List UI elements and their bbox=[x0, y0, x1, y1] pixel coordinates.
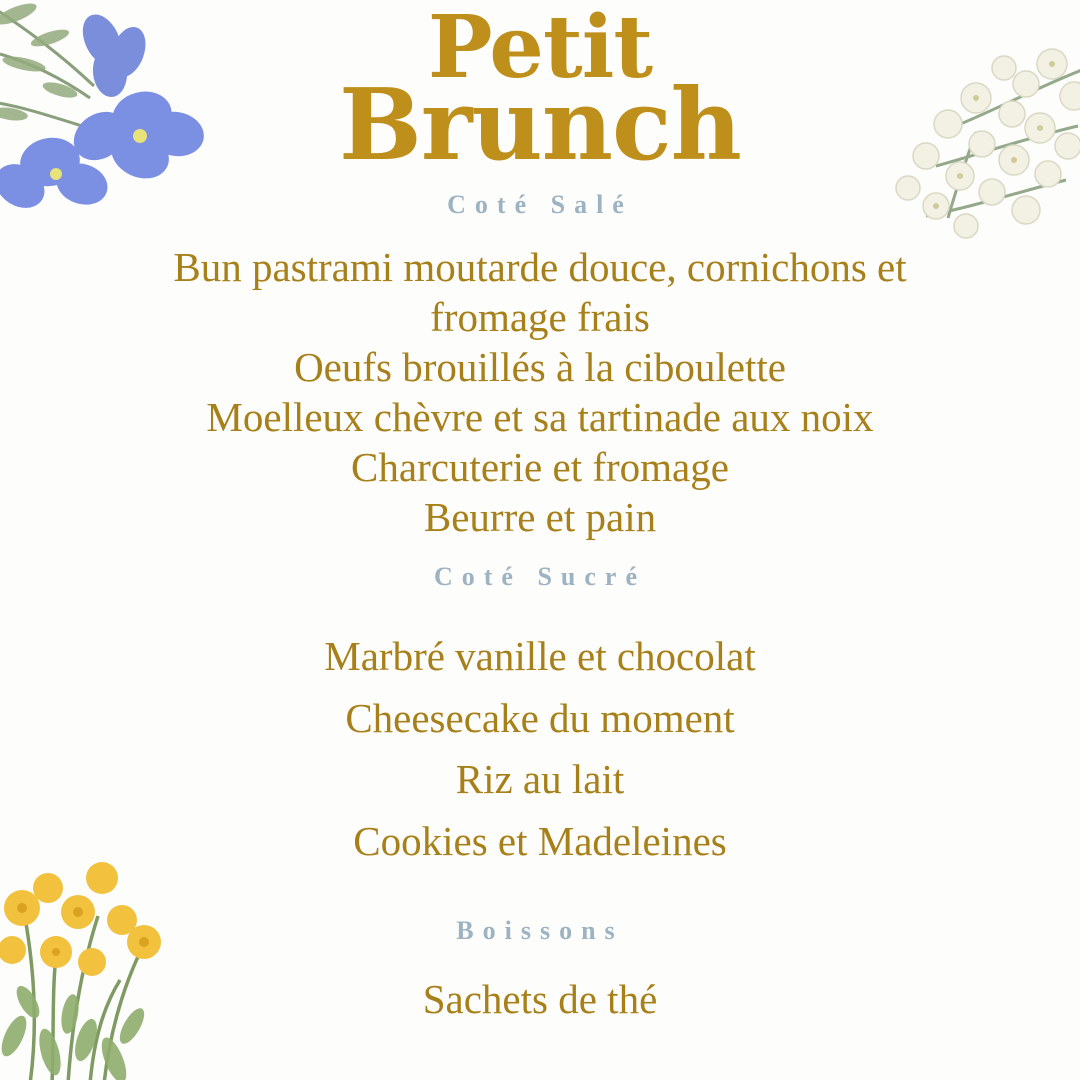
list-item: Cookies et Madeleines bbox=[353, 817, 727, 864]
section-heading-drinks: Boissons bbox=[456, 916, 624, 946]
page-title bbox=[0, 0, 1080, 184]
list-item: Moelleux chèvre et sa tartinade aux noix bbox=[206, 394, 874, 441]
list-item: Charcuterie et fromage bbox=[351, 444, 729, 491]
list-item: Beurre et pain bbox=[423, 494, 657, 541]
list-item: Bun pastrami moutarde douce, cornichons et fromage frais bbox=[173, 244, 907, 341]
menu-list-drinks bbox=[0, 974, 1080, 1024]
section-heading-savory: Coté Salé bbox=[447, 190, 633, 219]
list-item: Cheesecake du moment bbox=[345, 694, 735, 741]
list-item: Oeufs brouillés à la ciboulette bbox=[294, 344, 786, 391]
title-line-1: Petit bbox=[427, 0, 653, 98]
section-heading-sweet: Coté Sucré bbox=[433, 562, 646, 592]
list-item: Marbré vanille et chocolat bbox=[324, 633, 756, 680]
menu-list-sweet bbox=[0, 626, 1080, 872]
menu-content bbox=[0, 190, 1080, 1024]
list-item: Riz au lait bbox=[455, 756, 625, 803]
menu-list-savory bbox=[0, 242, 1080, 542]
title-line-2: Brunch bbox=[339, 68, 741, 184]
list-item: Sachets de thé bbox=[422, 976, 658, 1023]
